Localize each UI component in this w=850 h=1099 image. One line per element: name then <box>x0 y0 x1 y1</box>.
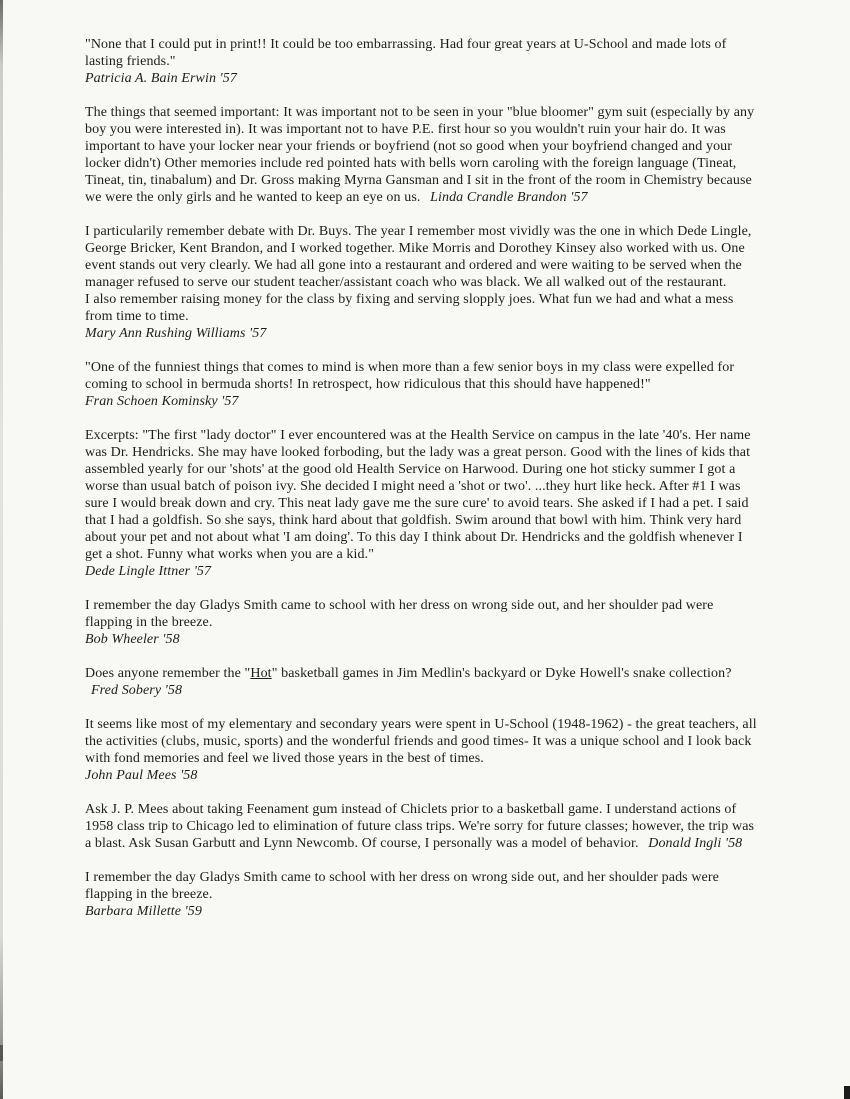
paragraph-text: Ask J. P. Mees about taking Feenament gum instead of Chiclets prior to a basketball game. I understand actions of 1958 class trip to Chicago led to elimination of future class trips. We're sorry for future classes; however, the trip was a blast. Ask Susan Garbutt and Lynn Newcomb. Of course, I personally was a model of behavior. <box>85 802 755 851</box>
memory-paragraph-7 <box>85 665 763 699</box>
paragraph-text: I remember the day Gladys Smith came to school with her dress on wrong side out, and her shoulder pad were flapping in the breeze. <box>85 598 714 630</box>
paragraph-text: " basketball games in Jim Medlin's backyard or Dyke Howell's snake collection? <box>271 666 732 681</box>
memory-paragraph-8 <box>85 716 763 784</box>
signature: Mary Ann Rushing Williams '57 <box>85 326 267 341</box>
memory-paragraph-3 <box>85 223 763 342</box>
signature: Fred Sobery '58 <box>91 683 183 698</box>
signature: Bob Wheeler '58 <box>85 632 180 647</box>
paragraph-text: "None that I could put in print!! It could be too embarrassing. Had four great years at U-School and made lots of lasting friends." <box>85 37 727 69</box>
signature: Donald Ingli '58 <box>648 836 743 851</box>
paragraph-text-continued: I also remember raising money for the class by fixing and serving slopply joes. What fun we had and what a mess from time to time. <box>85 292 734 324</box>
paragraph-text: Does anyone remember the " <box>85 666 251 681</box>
memory-paragraph-1 <box>85 36 763 87</box>
memory-paragraph-6 <box>85 597 763 648</box>
signature: John Paul Mees '58 <box>85 768 198 783</box>
signature: Fran Schoen Kominsky '57 <box>85 394 239 409</box>
underlined-word: Hot <box>250 666 272 681</box>
paragraph-text: Excerpts: "The first "lady doctor" I ever encountered was at the Health Service on campus in the late '40's. Her name was Dr. Hendricks. She may have looked forboding, but the lady was a great person. Good with the lines of kids that assembled yearly for our 'shots' at the good old Health Service on Harwood. During one hot sticky summer I got a worse than usual batch of poison ivy. She decided I might need a 'shot or two'. ...they hurt like heck. After #1 I was sure I would break down and cry. This neat lady gave me the sure cure' to avoid tears. She asked if I had a pet. I said that I had a goldfish. So she says, think hard about that goldfish. Swim around that bowl with him. Think very hard about your pet and not about what 'I am doing'. To this day I think about Dr. Hendricks and the goldfish whenever I get a shot. Funny what works when you are a kid." <box>85 428 751 562</box>
memory-paragraph-4 <box>85 359 763 410</box>
memory-paragraph-10 <box>85 869 763 920</box>
scan-artifact-left-edge-line <box>0 0 3 1099</box>
paragraph-text: I remember the day Gladys Smith came to school with her dress on wrong side out, and her shoulder pads were flapping in the breeze. <box>85 870 719 902</box>
paragraph-text: I particularily remember debate with Dr. Buys. The year I remember most vividly was the one in which Dede Lingle, George Bricker, Kent Brandon, and I worked together. Mike Morris and Dorothey Kinsey also worked with us. One event stands out very clearly. We had all gone into a restaurant and ordered and were waiting to be served when the manager refused to serve our student teacher/assistant coach who was black. We all walked out of the restaurant. <box>85 224 752 290</box>
memory-paragraph-2 <box>85 104 763 206</box>
memory-paragraph-9 <box>85 801 763 852</box>
scan-artifact-corner-mark <box>844 1086 850 1099</box>
signature: Barbara Millette '59 <box>85 904 202 919</box>
paragraph-text: The things that seemed important: It was important not to be seen in your "blue bloomer" gym suit (especially by any boy you were interested in). It was important not to have P.E. first hour so you wouldn't ruin your hair do. It was important to have your locker near your friends or boyfriend (not so good when your boyfriend changed and your locker didn't) Other memories include red pointed hats with bells worn caroling with the foreign language (Tineat, Tineat, tin, tinabalum) and Dr. Gross making Myrna Gansman and I sit in the front of the room in Chemistry because we were the only girls and he wanted to keep an eye on us. <box>85 105 755 205</box>
signature: Linda Crandle Brandon '57 <box>430 190 588 205</box>
signature: Patricia A. Bain Erwin '57 <box>85 71 237 86</box>
scan-artifact-left-tick <box>0 1045 3 1061</box>
paragraph-text: "One of the funniest things that comes to mind is when more than a few senior boys in my class were expelled for coming to school in bermuda shorts! In retrospect, how ridiculous that this should have happened!" <box>85 360 735 392</box>
signature: Dede Lingle Ittner '57 <box>85 564 212 579</box>
paragraph-text: It seems like most of my elementary and secondary years were spent in U-School (1948-1962) - the great teachers, all the activities (clubs, music, sports) and the wonderful friends and good times- It was a unique school and I look back with fond memories and feel we lived those years in the best of times. <box>85 717 757 766</box>
document-text-column <box>85 36 763 937</box>
memory-paragraph-5 <box>85 427 763 580</box>
